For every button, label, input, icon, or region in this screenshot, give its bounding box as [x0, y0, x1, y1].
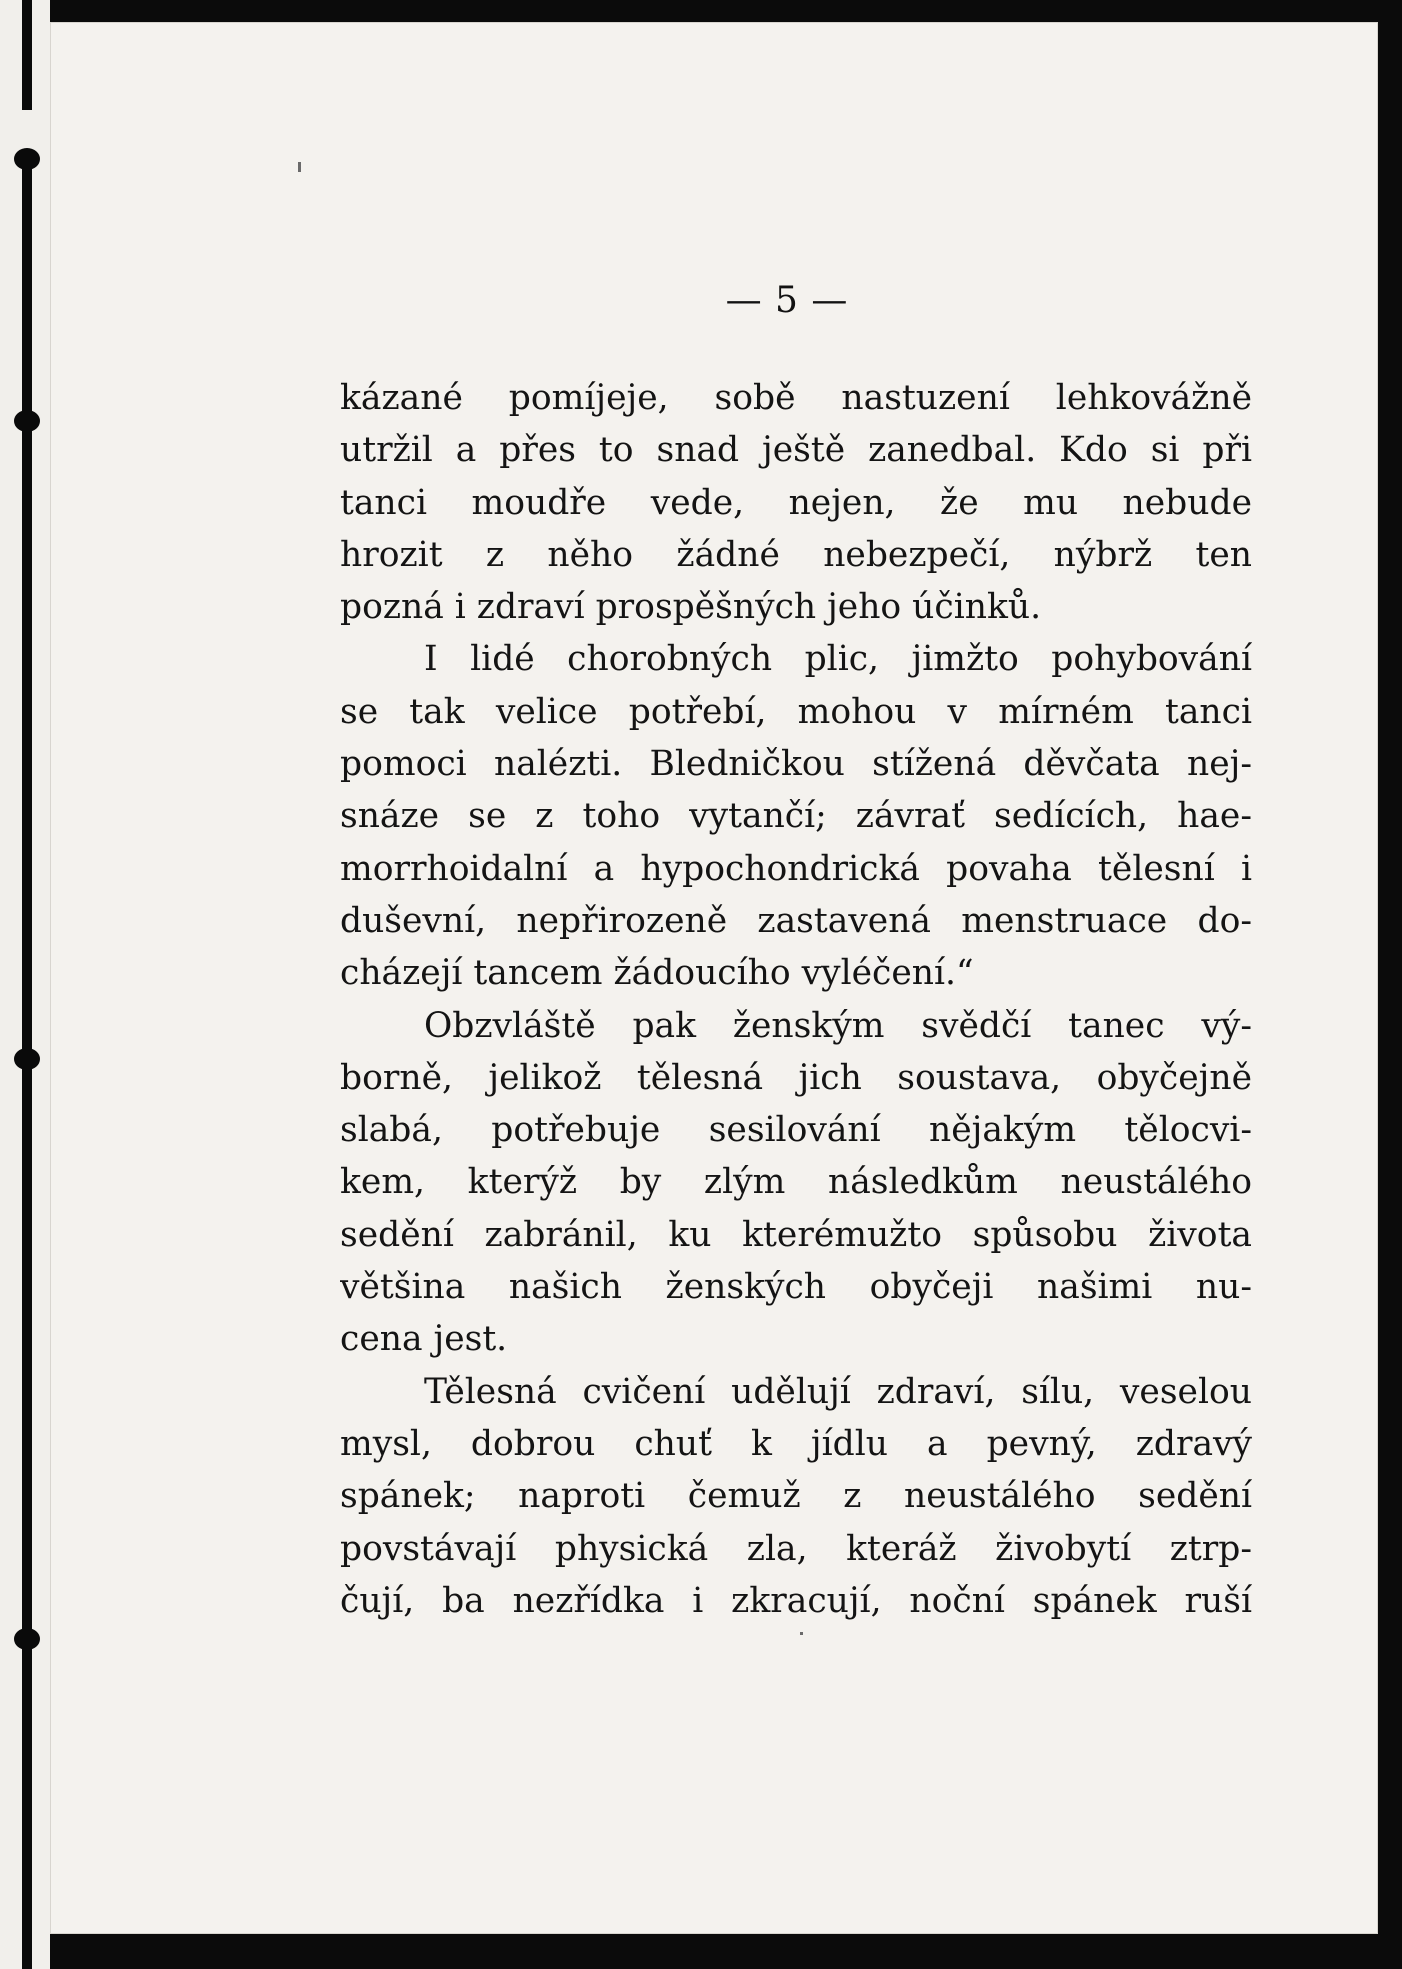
page-number-label: — 5 — — [725, 280, 849, 321]
text-line: se tak velice potřebí, mohou v mírném tanci — [340, 691, 1252, 732]
text-line: čují, ba nezřídka i zkracují, noční spánek ruší — [340, 1580, 1252, 1621]
text-line: kázané pomíjeje, sobě nastuzení lehkovážně — [340, 378, 1252, 418]
page-number — [50, 280, 1378, 321]
text-line: slabá, potřebuje sesilování nějakým tělocvi- — [340, 1110, 1252, 1151]
text-line: mysl, dobrou chuť k jídlu a pevný, zdravý — [340, 1423, 1252, 1464]
text-line: utržil a přes to snad ještě zanedbal. Kdo si při — [340, 430, 1252, 471]
body-text — [340, 372, 1252, 1627]
text-line: povstávají physická zla, kteráž živobytí ztrp- — [340, 1528, 1252, 1569]
text-line: morrhoidalní a hypochondrická povaha tělesní i — [340, 848, 1252, 889]
text-line: I lidé chorobných plic, jimžto pohybování — [424, 639, 1252, 680]
text-line: většina našich ženských obyčeji našimi nu- — [340, 1267, 1252, 1308]
text-line: Obzvláště pak ženským svědčí tanec vý- — [424, 1005, 1252, 1046]
text-line: Tělesná cvičení udělují zdraví, sílu, veselou — [424, 1371, 1252, 1412]
paper-speck — [298, 162, 301, 172]
binding-thread — [22, 420, 32, 1060]
text-line: cena jest. — [340, 1319, 508, 1360]
book-binding — [0, 0, 50, 1969]
book-page — [50, 22, 1378, 1934]
text-line: sedění zabránil, ku kterémužto spůsobu života — [340, 1214, 1252, 1255]
text-line: tanci moudře vede, nejen, že mu nebude — [340, 482, 1252, 523]
text-line: hrozit z něho žádné nebezpečí, nýbrž ten — [340, 534, 1252, 575]
text-line: borně, jelikož tělesná jich soustava, obyčejně — [340, 1057, 1252, 1098]
binding-thread — [22, 160, 32, 420]
text-line: spánek; naproti čemuž z neustálého sedění — [340, 1476, 1252, 1517]
binding-thread — [22, 0, 32, 110]
binding-thread — [22, 1060, 32, 1640]
paper-speck — [800, 1632, 803, 1635]
text-line: cházejí tancem žádoucího vyléčení.“ — [340, 953, 974, 994]
scan-edge — [1378, 0, 1402, 1969]
text-line: snáze se z toho vytančí; závrať sedících, hae- — [340, 796, 1252, 837]
text-line: pomoci nalézti. Bledničkou stížená děvčata nej- — [340, 744, 1252, 785]
text-line: duševní, nepřirozeně zastavená menstruace do- — [340, 900, 1252, 941]
text-line: kem, kterýž by zlým následkům neustálého — [340, 1162, 1252, 1203]
binding-thread — [22, 1640, 32, 1969]
text-line: pozná i zdraví prospěšných jeho účinků. — [340, 587, 1042, 628]
